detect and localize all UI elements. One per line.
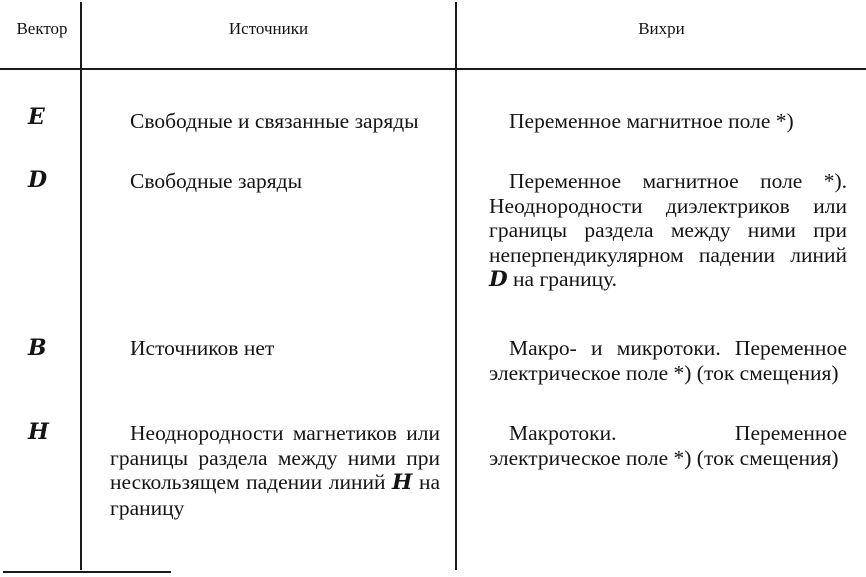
column-divider-right <box>455 2 457 570</box>
vector-b: B <box>28 335 47 361</box>
header-vortices: Вихри <box>638 19 685 38</box>
footnote-rule <box>3 571 171 573</box>
sources-b: Источников нет <box>130 336 275 360</box>
sources-h <box>110 421 440 520</box>
header-vector: Вектор <box>16 19 68 38</box>
sources-h-symbol: H <box>392 470 413 495</box>
vector-e: E <box>28 104 45 130</box>
sources-h-text: Неоднородности магнетиков или границы раздела между ними при нескользящем падении линий <box>110 421 440 494</box>
vortices-h: Макротоки. Переменное электрическое поле *) (ток смещения) <box>489 421 847 470</box>
header-sources: Источники <box>228 19 309 38</box>
vortices-d-text: Переменное магнитное поле *). Неоднородности диэлектриков или границы раздела между ними при неперпендикулярном падении линий <box>489 169 847 267</box>
sources-h-text-end: на границу <box>110 470 440 520</box>
vector-h: H <box>28 419 49 445</box>
sources-e: Свободные и связанные заряды <box>130 109 419 133</box>
sources-d: Свободные заряды <box>130 169 303 193</box>
column-divider-left <box>80 2 82 570</box>
vector-d: D <box>28 167 48 193</box>
vortices-d-symbol: D <box>489 267 508 292</box>
vortices-e: Переменное магнитное поле *) <box>509 109 794 133</box>
vortices-d <box>489 169 847 293</box>
header-rule <box>0 68 866 70</box>
vortices-d-text-end: на границу. <box>513 267 618 291</box>
vortices-b: Макро- и микротоки. Переменное электрическое поле *) (ток смещения) <box>489 336 847 385</box>
